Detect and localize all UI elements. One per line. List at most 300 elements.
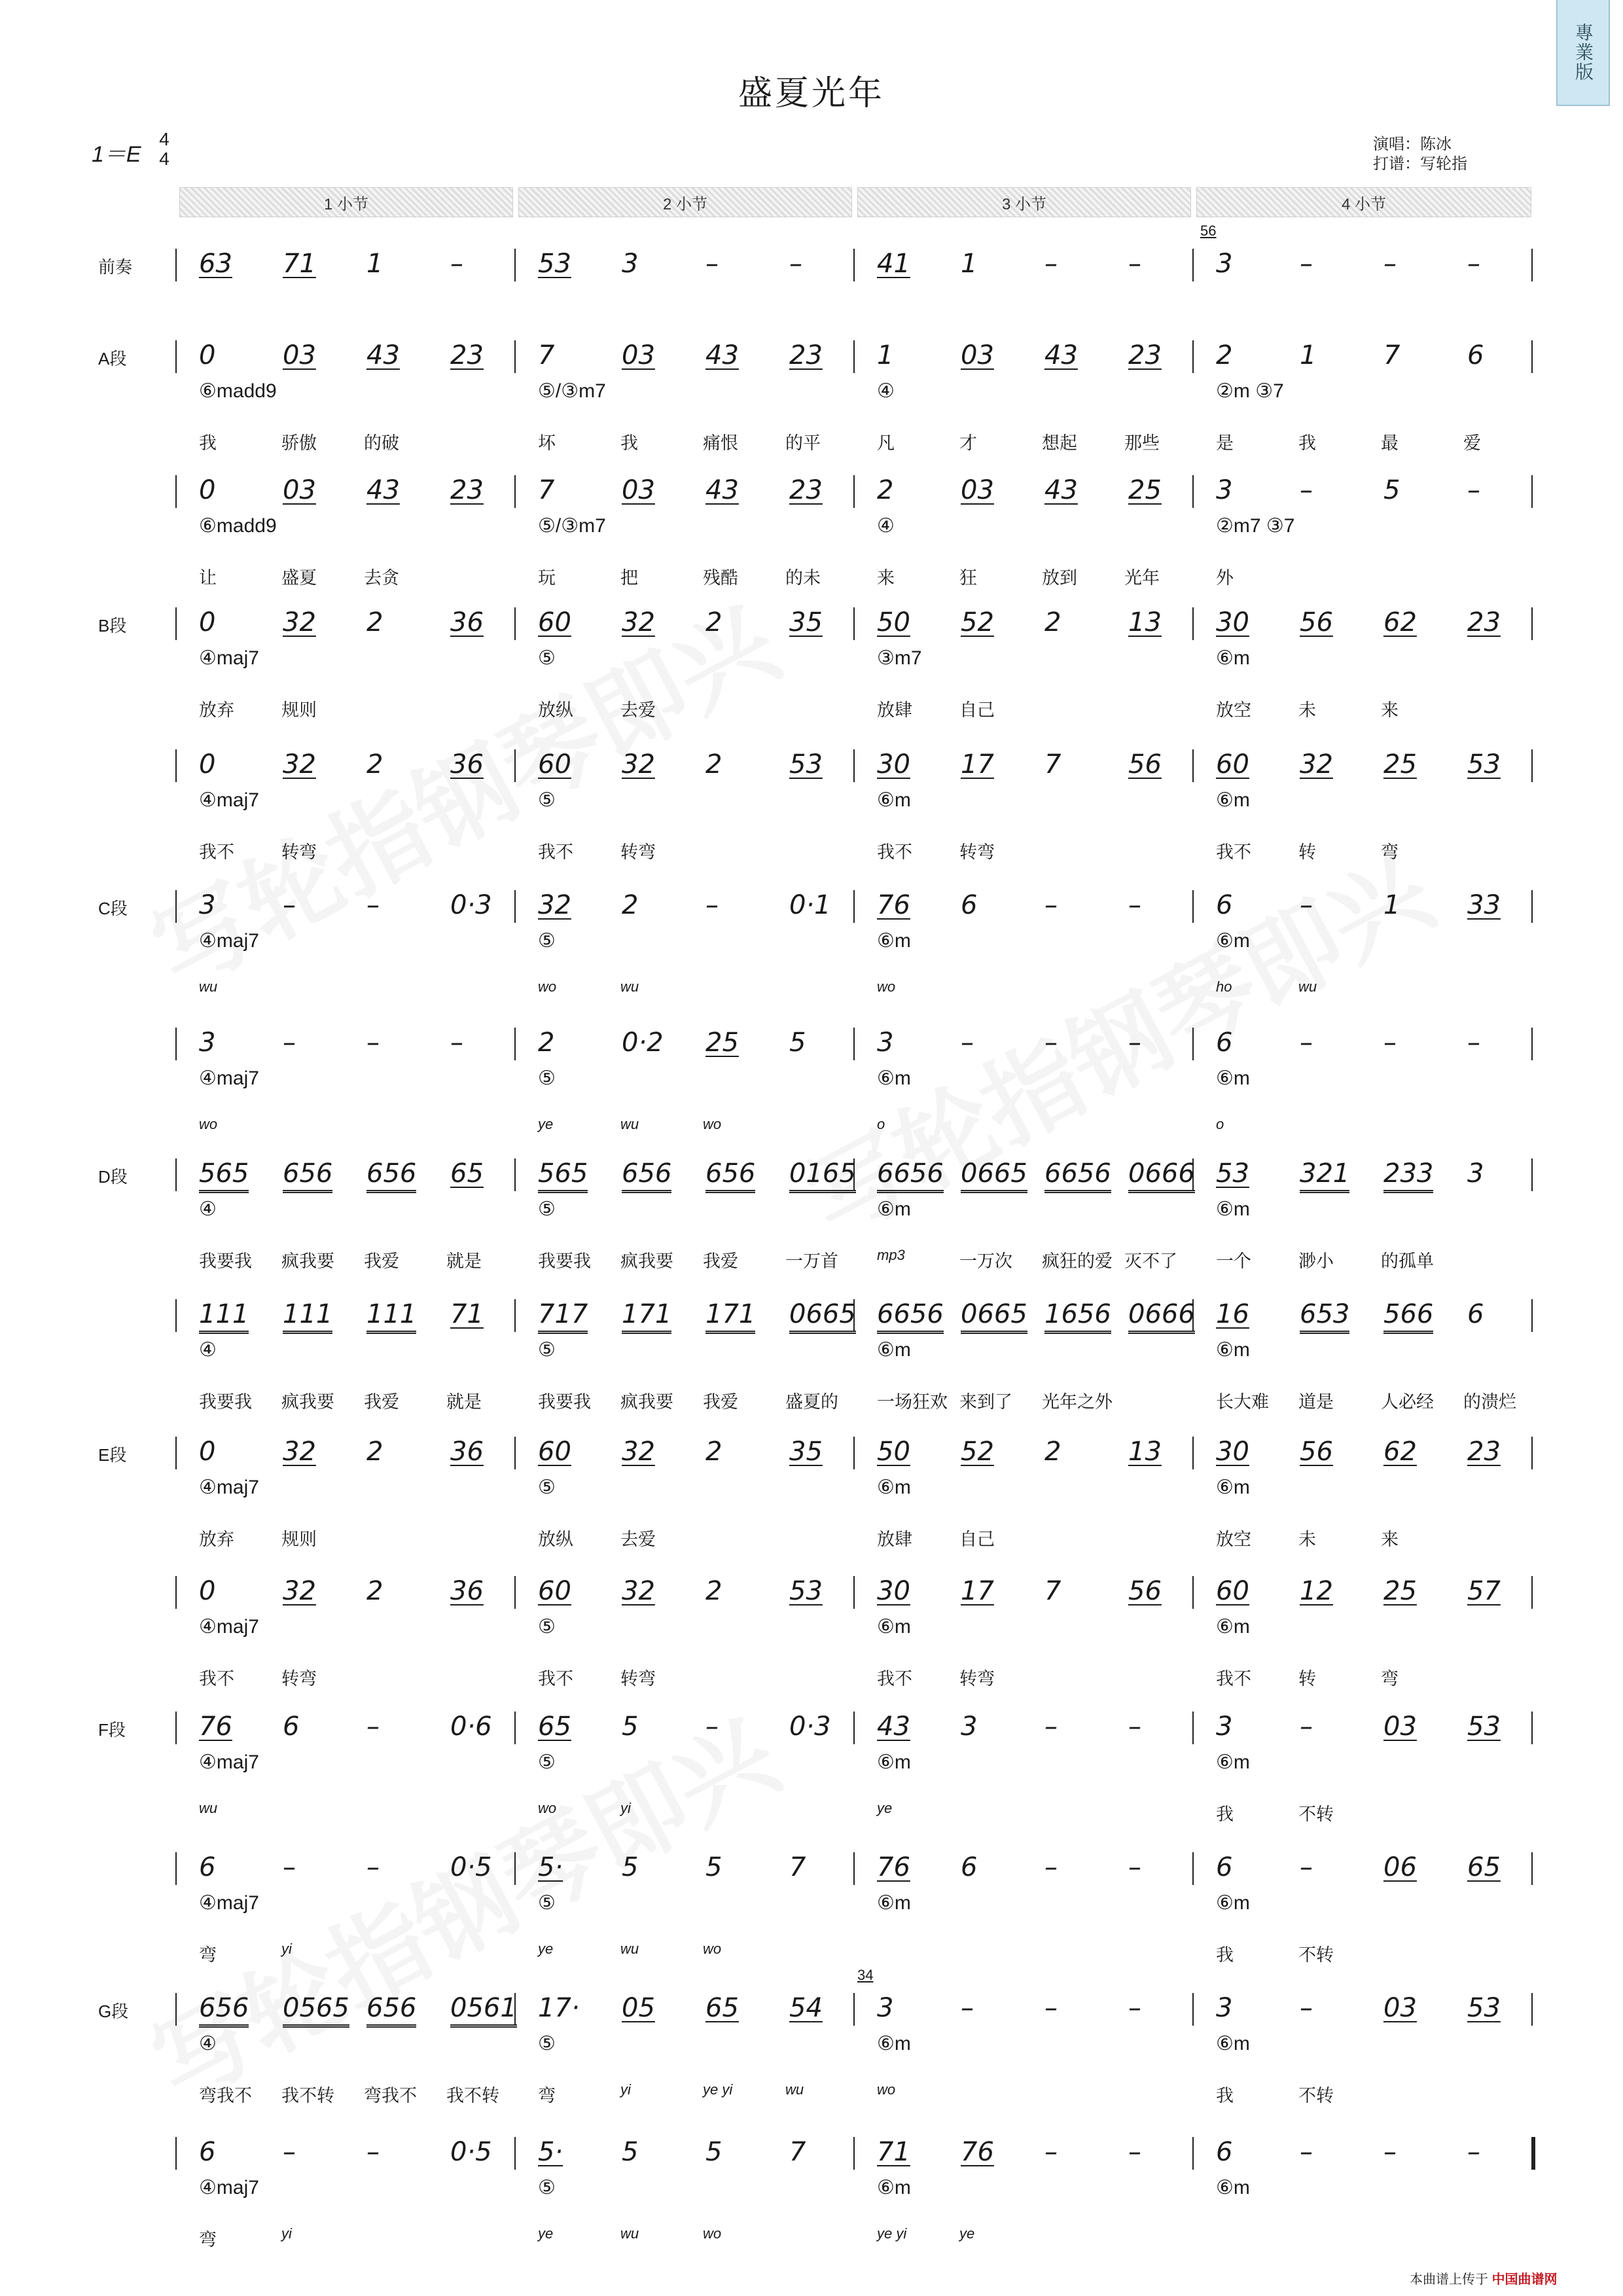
jianpu-note: 63 xyxy=(199,249,232,279)
lyric-word: 骄傲 xyxy=(281,433,317,453)
barline xyxy=(853,890,855,923)
jianpu-note: 60 xyxy=(538,1576,571,1606)
jianpu-note: 1 xyxy=(1383,890,1400,920)
jianpu-note: – xyxy=(1467,249,1480,279)
credits xyxy=(1373,135,1467,174)
barline xyxy=(175,749,177,782)
jianpu-note: 32 xyxy=(283,749,316,780)
chord-label: ④ xyxy=(877,515,895,537)
lyric-word: ye xyxy=(538,2225,554,2242)
chord-label: ⑥m xyxy=(1216,1198,1250,1220)
jianpu-note: – xyxy=(1044,1028,1058,1058)
jianpu-note: 76 xyxy=(877,1852,910,1882)
jianpu-note: 03 xyxy=(622,340,655,370)
jianpu-note: 13 xyxy=(1128,1437,1162,1467)
barline xyxy=(853,475,855,508)
jianpu-note: – xyxy=(1300,2137,1313,2167)
jianpu-note: 2 xyxy=(366,1437,383,1467)
jianpu-note: – xyxy=(1044,2137,1058,2167)
jianpu-note: 53 xyxy=(1467,749,1501,780)
lyric-word: 转弯 xyxy=(959,1669,995,1689)
lyric-word: ye xyxy=(538,1116,554,1132)
lyric-word: wu xyxy=(199,978,218,995)
barline xyxy=(175,1576,177,1609)
section-label: E段 xyxy=(98,1445,127,1465)
jianpu-note: 5 xyxy=(705,2137,722,2167)
lyric-word: 不转 xyxy=(1298,2086,1334,2106)
jianpu-note: 25 xyxy=(1383,1576,1417,1606)
jianpu-note: 1656 xyxy=(1044,1299,1111,1334)
jianpu-note: 6656 xyxy=(1044,1158,1111,1193)
chord-label: ②m ③7 xyxy=(1216,380,1284,402)
chord-label: ⑥m xyxy=(877,1339,911,1361)
jianpu-note: 05 xyxy=(622,1993,655,2023)
jianpu-note: 62 xyxy=(1383,1437,1417,1467)
jianpu-note: 565 xyxy=(538,1158,588,1193)
section-label: C段 xyxy=(98,899,128,918)
jianpu-note: 56 xyxy=(1300,1437,1333,1467)
barline xyxy=(175,890,177,923)
lyric-word: 未 xyxy=(1298,1530,1316,1549)
jianpu-note: – xyxy=(450,249,463,279)
chord-label: ④maj7 xyxy=(199,930,259,952)
lyric-word: ho xyxy=(1216,978,1232,995)
jianpu-note: – xyxy=(1300,475,1313,505)
jianpu-note: 653 xyxy=(1300,1299,1349,1334)
jianpu-note: 6 xyxy=(961,890,978,920)
jianpu-note: 36 xyxy=(450,749,484,780)
lyric-word: 自己 xyxy=(959,700,995,720)
jianpu-note: 233 xyxy=(1383,1158,1433,1193)
jianpu-note: 2 xyxy=(705,1437,722,1467)
lyric-word: 放空 xyxy=(1216,700,1251,720)
jianpu-note: 30 xyxy=(1216,607,1249,637)
jianpu-note: 0666 xyxy=(1128,1158,1195,1193)
lyric-word: 放纵 xyxy=(538,1530,573,1549)
chord-label: ⑥m xyxy=(1216,789,1250,811)
jianpu-note: 3 xyxy=(877,1028,894,1058)
barline xyxy=(1192,890,1194,923)
lyric-word: 未 xyxy=(1298,700,1316,720)
lyric-word: yi xyxy=(620,1800,631,1816)
lyric-word: 规则 xyxy=(281,700,317,720)
lyric-word: 我不 xyxy=(1216,1669,1251,1689)
chord-label: ⑤ xyxy=(538,1892,556,1914)
lyric-word: 那些 xyxy=(1124,433,1160,453)
jianpu-note: 0·6 xyxy=(450,1712,492,1742)
lyric-word: o xyxy=(1216,1116,1224,1132)
lyric-word: wo xyxy=(877,978,896,995)
lyric-word: 去贪 xyxy=(364,568,399,588)
jianpu-note: – xyxy=(961,1028,974,1058)
jianpu-note: 5 xyxy=(789,1028,806,1058)
barline xyxy=(514,1437,516,1469)
jianpu-note: 111 xyxy=(283,1299,332,1334)
jianpu-note: – xyxy=(366,890,380,920)
footer-text: 本曲谱上传于 xyxy=(1410,2272,1488,2287)
jianpu-note: 2 xyxy=(705,607,722,637)
jianpu-note: 6 xyxy=(1216,2137,1233,2167)
jianpu-note: 2 xyxy=(366,749,383,780)
chord-label: ⑥m xyxy=(877,2177,911,2198)
chord-label: ④maj7 xyxy=(199,1477,259,1498)
lyric-word: wu xyxy=(785,2081,804,2098)
lyric-word: 一万次 xyxy=(959,1251,1012,1271)
jianpu-note: 656 xyxy=(705,1158,755,1193)
barline xyxy=(514,2137,516,2170)
chord-label: ⑥m xyxy=(877,1477,911,1498)
chord-label: ⑥m xyxy=(877,930,911,952)
jianpu-note: 53 xyxy=(538,249,571,279)
jianpu-note: 06 xyxy=(1383,1852,1417,1882)
jianpu-note: 32 xyxy=(622,1576,655,1606)
lyric-word: wo xyxy=(877,2081,896,2098)
jianpu-note: 57 xyxy=(1467,1576,1501,1606)
lyric-word: 放弃 xyxy=(199,1530,234,1549)
lyric-word: 我不 xyxy=(199,842,234,862)
lyric-word: 我不 xyxy=(877,842,912,862)
chord-label: ⑥m xyxy=(877,1751,911,1773)
barline xyxy=(853,607,855,640)
jianpu-note: 76 xyxy=(961,2137,994,2167)
barline xyxy=(514,1852,516,1885)
jianpu-note: – xyxy=(1128,1028,1141,1058)
section-label: A段 xyxy=(98,349,127,368)
meter-top: 4 xyxy=(159,129,169,149)
barline xyxy=(514,340,516,373)
jianpu-note: 52 xyxy=(961,607,994,637)
jianpu-note: 0 xyxy=(199,1576,216,1606)
chord-label: ④maj7 xyxy=(199,647,259,669)
lyric-word: o xyxy=(877,1116,885,1132)
lyric-word: 光年 xyxy=(1124,568,1160,588)
jianpu-note: 35 xyxy=(789,1437,823,1467)
barline xyxy=(1531,1576,1533,1609)
jianpu-note: 65 xyxy=(705,1993,739,2023)
section-label: D段 xyxy=(98,1167,128,1187)
jianpu-note: 32 xyxy=(1300,749,1333,780)
lyric-word: 我不 xyxy=(538,842,573,862)
score-title: 盛夏光年 xyxy=(738,75,885,113)
lyric-word: ye xyxy=(877,1800,893,1816)
lyric-word: 我要我 xyxy=(199,1392,252,1412)
lyric-word: 放到 xyxy=(1042,568,1077,588)
jianpu-note: 60 xyxy=(538,1437,571,1467)
jianpu-note: 3 xyxy=(1216,249,1233,279)
jianpu-note: 3 xyxy=(1467,1158,1484,1189)
chord-label: ⑤ xyxy=(538,2177,556,2198)
chord-label: ④maj7 xyxy=(199,2177,259,2198)
jianpu-note: – xyxy=(1383,1028,1397,1058)
jianpu-note: 0665 xyxy=(961,1299,1027,1334)
barline xyxy=(175,1852,177,1885)
jianpu-note: 76 xyxy=(199,1712,232,1742)
lyric-word: 人必经 xyxy=(1381,1392,1434,1412)
lyric-word: 弯 xyxy=(199,1945,217,1965)
barline xyxy=(1531,340,1533,373)
barline xyxy=(514,1028,516,1060)
chord-label: ⑤ xyxy=(538,647,556,669)
lyric-word: wu xyxy=(620,1941,639,1957)
jianpu-note: 17 xyxy=(961,749,994,780)
measure-label: 4 小节 xyxy=(1196,187,1531,217)
lyric-word: 我 xyxy=(1216,2086,1234,2106)
lyric-word: 是 xyxy=(1216,433,1234,453)
lyric-word: 盛夏 xyxy=(281,568,317,588)
jianpu-note: – xyxy=(1300,249,1313,279)
lyric-word: 弯我不 xyxy=(364,2086,417,2106)
barline xyxy=(853,1437,855,1469)
lyric-word: 残酷 xyxy=(703,568,738,588)
jianpu-note: 6 xyxy=(1467,340,1484,370)
jianpu-note: – xyxy=(1128,249,1141,279)
chord-label: ⑤/③m7 xyxy=(538,515,606,537)
jianpu-note: 17· xyxy=(538,1993,580,2023)
jianpu-note: 56 xyxy=(1300,607,1333,637)
lyric-word: 放肆 xyxy=(877,700,912,720)
jianpu-note: – xyxy=(705,890,719,920)
jianpu-note: 1 xyxy=(1300,340,1317,370)
jianpu-note: 17 xyxy=(961,1576,994,1606)
chord-label: ②m7 ③7 xyxy=(1216,515,1295,537)
jianpu-note: 656 xyxy=(199,1993,249,2028)
barline xyxy=(1531,1712,1533,1744)
jianpu-note: 35 xyxy=(789,607,823,637)
lyric-word: 疯狂的爱 xyxy=(1042,1251,1113,1271)
measure-label: 2 小节 xyxy=(518,187,852,217)
jianpu-note: 03 xyxy=(622,475,655,505)
lyric-word: 我不转 xyxy=(446,2086,499,2106)
lyric-word: 不转 xyxy=(1298,1804,1334,1824)
barline xyxy=(1531,2137,1535,2170)
jianpu-note: 60 xyxy=(538,607,571,637)
lyric-word: 坏 xyxy=(538,433,556,453)
jianpu-note: – xyxy=(1128,1712,1141,1742)
lyric-word: 来 xyxy=(1381,700,1399,720)
singer-credit: 演唱：陈冰 xyxy=(1373,135,1452,153)
jianpu-note: – xyxy=(283,1852,296,1882)
barline xyxy=(514,1158,516,1191)
jianpu-note: 56 xyxy=(1128,1576,1162,1606)
edition-badge: 專業版 xyxy=(1556,0,1610,106)
lyric-word: ye yi xyxy=(703,2081,733,2098)
jianpu-note: 6 xyxy=(283,1712,300,1742)
jianpu-note: 53 xyxy=(1216,1158,1249,1189)
jianpu-note: 43 xyxy=(877,1712,910,1742)
chord-label: ④maj7 xyxy=(199,1616,259,1638)
chord-label: ⑤ xyxy=(538,930,556,952)
jianpu-note: 43 xyxy=(366,475,400,505)
jianpu-note: – xyxy=(1300,1028,1313,1058)
jianpu-note: 0 xyxy=(199,1437,216,1467)
lyric-word: 灭不了 xyxy=(1124,1251,1177,1271)
jianpu-note: 2 xyxy=(1044,1437,1061,1467)
barline xyxy=(1531,249,1533,281)
jianpu-note: 0·3 xyxy=(789,1712,831,1742)
jianpu-note: – xyxy=(1467,1028,1480,1058)
jianpu-note: – xyxy=(705,1712,719,1742)
jianpu-note: 25 xyxy=(705,1028,739,1058)
lyric-word: ye yi xyxy=(877,2225,907,2242)
lyric-word: wo xyxy=(703,1941,722,1957)
jianpu-note: 71 xyxy=(283,249,316,279)
lyric-word: 转弯 xyxy=(959,842,995,862)
grace-note: 56 xyxy=(1200,223,1217,239)
chord-label: ⑥m xyxy=(1216,2177,1250,2198)
barline xyxy=(853,749,855,782)
barline xyxy=(853,2137,855,2170)
jianpu-note: 60 xyxy=(1216,749,1249,780)
jianpu-note: 2 xyxy=(366,607,383,637)
jianpu-note: 71 xyxy=(450,1299,484,1329)
jianpu-note: 23 xyxy=(789,475,823,505)
barline xyxy=(853,249,855,281)
lyric-word: wu xyxy=(620,1116,639,1132)
barline xyxy=(175,340,177,373)
jianpu-note: 7 xyxy=(1383,340,1400,370)
jianpu-note: 30 xyxy=(877,749,910,780)
jianpu-note: – xyxy=(1044,1993,1058,2023)
jianpu-note: 33 xyxy=(1467,890,1501,920)
lyric-word: 我不 xyxy=(877,1669,912,1689)
grace-note: 34 xyxy=(857,1967,874,1983)
jianpu-note: 03 xyxy=(1383,1712,1417,1742)
lyric-word: 光年之外 xyxy=(1042,1392,1113,1412)
barline xyxy=(1531,1993,1533,2026)
barline xyxy=(1192,249,1194,281)
lyric-word: 我 xyxy=(620,433,638,453)
jianpu-note: 0665 xyxy=(961,1158,1027,1193)
barline xyxy=(1192,1852,1194,1885)
chord-label: ⑥madd9 xyxy=(199,515,277,537)
jianpu-note: 30 xyxy=(877,1576,910,1606)
jianpu-note: 23 xyxy=(789,340,823,370)
jianpu-note: 60 xyxy=(1216,1576,1249,1606)
jianpu-note: 56 xyxy=(1128,749,1162,780)
lyric-word: 去爱 xyxy=(620,700,656,720)
jianpu-note: 23 xyxy=(450,475,484,505)
barline xyxy=(514,1576,516,1609)
jianpu-note: 171 xyxy=(622,1299,671,1334)
lyric-word: 弯 xyxy=(1381,1669,1399,1689)
jianpu-note: 0·5 xyxy=(450,1852,492,1882)
jianpu-note: 54 xyxy=(789,1993,823,2023)
jianpu-note: 0 xyxy=(199,607,216,637)
jianpu-note: 7 xyxy=(538,340,555,370)
barline xyxy=(175,1158,177,1191)
chord-label: ④ xyxy=(877,380,895,402)
chord-label: ⑥m xyxy=(1216,1751,1250,1773)
jianpu-note: – xyxy=(1300,1852,1313,1882)
jianpu-note: 3 xyxy=(1216,475,1233,505)
barline xyxy=(853,1712,855,1744)
jianpu-note: 7 xyxy=(789,2137,806,2167)
lyric-word: 最 xyxy=(1381,433,1399,453)
jianpu-note: 7 xyxy=(538,475,555,505)
section-label: F段 xyxy=(98,1720,126,1740)
jianpu-note: 53 xyxy=(1467,1993,1501,2023)
chord-label: ⑤ xyxy=(538,1339,556,1361)
jianpu-note: 2 xyxy=(622,890,639,920)
barline xyxy=(175,2137,177,2170)
lyric-word: 转弯 xyxy=(620,1669,656,1689)
barline xyxy=(514,890,516,923)
lyric-word: mp3 xyxy=(877,1247,905,1263)
lyric-word: 疯我要 xyxy=(281,1251,334,1271)
lyric-word: 我 xyxy=(1216,1804,1234,1824)
jianpu-note: 6 xyxy=(1216,1028,1233,1058)
jianpu-note: – xyxy=(1300,1993,1313,2023)
jianpu-note: – xyxy=(1044,1852,1058,1882)
jianpu-note: 62 xyxy=(1383,607,1417,637)
lyric-word: 我不 xyxy=(199,1669,234,1689)
lyric-word: wo xyxy=(199,1116,218,1132)
barline xyxy=(175,475,177,508)
chord-label: ⑥m xyxy=(1216,930,1250,952)
jianpu-note: 50 xyxy=(877,607,910,637)
barline xyxy=(1531,475,1533,508)
jianpu-note: 53 xyxy=(789,749,823,780)
jianpu-note: 76 xyxy=(877,890,910,920)
jianpu-note: 2 xyxy=(705,749,722,780)
lyric-word: 规则 xyxy=(281,1530,317,1549)
lyric-word: wo xyxy=(538,1800,557,1816)
lyric-word: 我不转 xyxy=(281,2086,334,2106)
lyric-word: wu xyxy=(199,1800,218,1816)
jianpu-note: – xyxy=(366,1712,380,1742)
jianpu-note: 2 xyxy=(705,1576,722,1606)
jianpu-note: 0665 xyxy=(789,1299,856,1334)
jianpu-note: 7 xyxy=(789,1852,806,1882)
jianpu-note: 41 xyxy=(877,249,910,279)
jianpu-note: 2 xyxy=(538,1028,555,1058)
jianpu-note: 6 xyxy=(199,1852,216,1882)
jianpu-note: 0561 xyxy=(450,1993,517,2028)
jianpu-note: 03 xyxy=(961,340,994,370)
jianpu-note: 0·1 xyxy=(789,890,831,920)
chord-label: ⑥m xyxy=(877,1198,911,1220)
barline xyxy=(1192,475,1194,508)
lyric-word: 转弯 xyxy=(281,842,317,862)
chord-label: ④maj7 xyxy=(199,1892,259,1914)
barline xyxy=(1192,1576,1194,1609)
jianpu-note: 50 xyxy=(877,1437,910,1467)
lyric-word: 放空 xyxy=(1216,1530,1251,1549)
jianpu-note: 7 xyxy=(1044,1576,1061,1606)
jianpu-note: 53 xyxy=(789,1576,823,1606)
jianpu-note: 5· xyxy=(538,2137,563,2167)
jianpu-note: 1 xyxy=(877,340,894,370)
jianpu-note: 111 xyxy=(366,1299,416,1334)
lyric-word: 放弃 xyxy=(199,700,234,720)
lyric-word: 来 xyxy=(1381,1530,1399,1549)
lyric-word: 道是 xyxy=(1298,1392,1334,1412)
jianpu-note: 321 xyxy=(1300,1158,1349,1193)
lyric-word: 我要我 xyxy=(199,1251,252,1271)
chord-label: ⑥m xyxy=(877,1892,911,1914)
jianpu-note: 43 xyxy=(705,340,739,370)
lyric-word: yi xyxy=(620,2081,631,2098)
jianpu-note: 43 xyxy=(1044,475,1078,505)
jianpu-note: 65 xyxy=(1467,1852,1501,1882)
lyric-word: wu xyxy=(620,978,639,995)
jianpu-note: 13 xyxy=(1128,607,1162,637)
jianpu-note: 565 xyxy=(199,1158,249,1193)
jianpu-note: 71 xyxy=(877,2137,910,2167)
barline xyxy=(1531,1028,1533,1060)
jianpu-note: 3 xyxy=(1216,1993,1233,2023)
lyric-word: 弯 xyxy=(1381,842,1399,862)
